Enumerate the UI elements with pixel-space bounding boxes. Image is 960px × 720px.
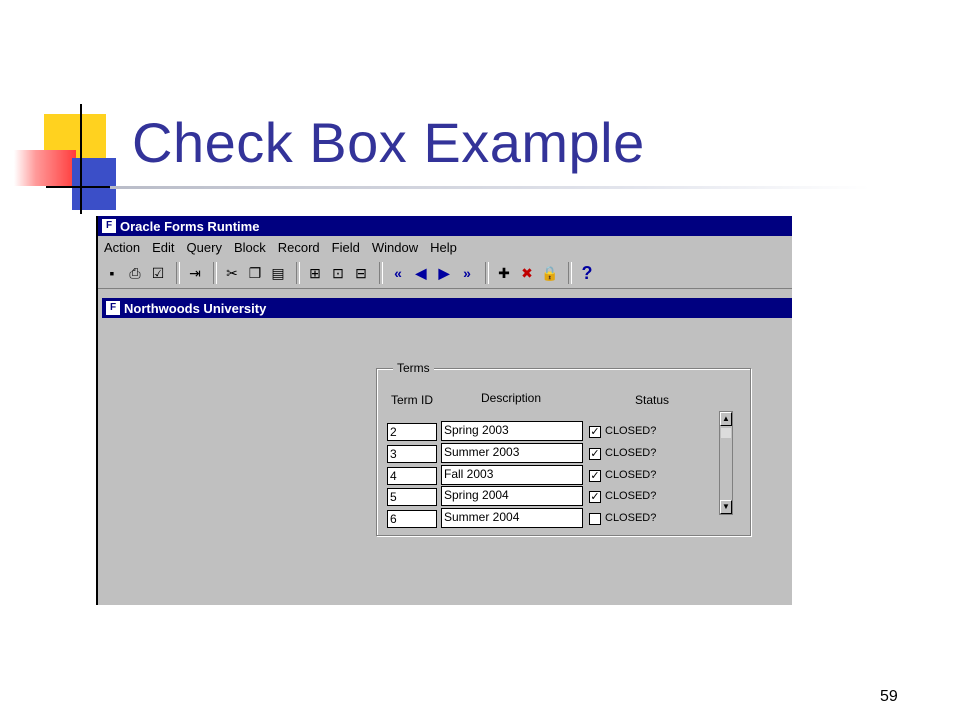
toolbar-separator — [176, 262, 180, 284]
window-title: Oracle Forms Runtime — [120, 218, 260, 234]
description-field[interactable]: Spring 2004 — [441, 486, 583, 506]
decor-red-bar — [14, 150, 76, 186]
scroll-down-icon[interactable]: ▼ — [720, 500, 732, 514]
help-icon[interactable]: ? — [581, 262, 593, 283]
description-field[interactable]: Spring 2003 — [441, 421, 583, 441]
app-icon: F — [102, 219, 116, 233]
header-description: Description — [481, 391, 542, 405]
previous-record-icon[interactable]: ◀ — [415, 264, 427, 281]
toolbar-separator — [213, 262, 217, 284]
checkbox-label: CLOSED? — [605, 512, 657, 524]
menu-record[interactable]: Record — [277, 239, 320, 255]
lock-record-icon[interactable]: 🔒 — [541, 264, 559, 281]
menu-field[interactable]: Field — [331, 239, 360, 255]
check-icon[interactable]: ☑ — [151, 264, 165, 281]
header-term-id: Term ID — [391, 393, 433, 407]
form-icon: F — [106, 301, 120, 315]
terms-frame — [376, 361, 751, 536]
menu-block[interactable]: Block — [233, 239, 266, 255]
menu-edit[interactable]: Edit — [152, 239, 175, 255]
checkbox-label: CLOSED? — [605, 469, 657, 481]
closed-checkbox[interactable]: ✓ — [590, 470, 600, 482]
exit-icon[interactable]: ⇥ — [189, 264, 201, 281]
term-id-field[interactable]: 2 — [387, 423, 437, 441]
window-titlebar — [98, 216, 792, 236]
insert-record-icon[interactable]: ✚ — [498, 264, 510, 281]
closed-checkbox[interactable]: ✓ — [590, 448, 600, 460]
first-record-icon[interactable]: « — [394, 265, 402, 281]
term-id-field[interactable]: 6 — [387, 510, 437, 528]
toolbar-separator — [568, 262, 572, 284]
cancel-query-icon[interactable]: ⊟ — [355, 264, 367, 281]
decor-vertical-line — [80, 104, 82, 214]
paste-icon[interactable]: ▤ — [271, 264, 285, 281]
menu-window[interactable]: Window — [371, 239, 419, 255]
form-title: Northwoods University — [124, 300, 267, 316]
term-id-field[interactable]: 4 — [387, 467, 437, 485]
closed-checkbox[interactable]: ✓ — [590, 426, 600, 438]
print-icon[interactable]: ⎙ — [129, 264, 141, 281]
toolbar-separator — [485, 262, 489, 284]
toolbar — [98, 258, 792, 289]
frame-title: Terms — [393, 361, 434, 375]
description-field[interactable]: Fall 2003 — [441, 465, 583, 485]
query-icon[interactable]: ⊞ — [309, 264, 321, 281]
header-status: Status — [635, 393, 670, 407]
title-underline — [110, 186, 870, 189]
save-icon[interactable]: ▪ — [109, 265, 115, 281]
term-id-field[interactable]: 3 — [387, 445, 437, 463]
menu-help[interactable]: Help — [430, 239, 457, 255]
description-field[interactable]: Summer 2004 — [441, 508, 583, 528]
checkbox-label: CLOSED? — [605, 447, 657, 459]
menu-query[interactable]: Query — [186, 239, 222, 255]
checkbox-label: CLOSED? — [605, 425, 657, 437]
scroll-up-icon[interactable]: ▲ — [720, 412, 732, 426]
slide-title: Check Box Example — [132, 111, 645, 174]
oracle-forms-window — [96, 216, 792, 605]
execute-query-icon[interactable]: ⊡ — [332, 264, 344, 281]
closed-checkbox[interactable] — [589, 513, 601, 525]
menu-action[interactable]: Action — [104, 239, 141, 255]
last-record-icon[interactable]: » — [463, 265, 471, 281]
closed-checkbox[interactable]: ✓ — [590, 491, 600, 503]
vertical-scrollbar[interactable] — [719, 411, 733, 515]
scroll-thumb[interactable] — [721, 428, 731, 438]
decor-blue-square — [72, 158, 116, 210]
next-record-icon[interactable]: ▶ — [438, 264, 450, 281]
form-window-titlebar — [102, 298, 792, 318]
checkbox-label: CLOSED? — [605, 490, 657, 502]
cut-icon[interactable]: ✂ — [226, 264, 238, 281]
description-field[interactable]: Summer 2003 — [441, 443, 583, 463]
copy-icon[interactable]: ❐ — [248, 264, 262, 281]
menu-bar — [98, 236, 792, 258]
page-number: 59 — [880, 688, 898, 705]
toolbar-separator — [379, 262, 383, 284]
toolbar-separator — [296, 262, 300, 284]
term-id-field[interactable]: 5 — [387, 488, 437, 506]
delete-record-icon[interactable]: ✖ — [521, 264, 533, 281]
